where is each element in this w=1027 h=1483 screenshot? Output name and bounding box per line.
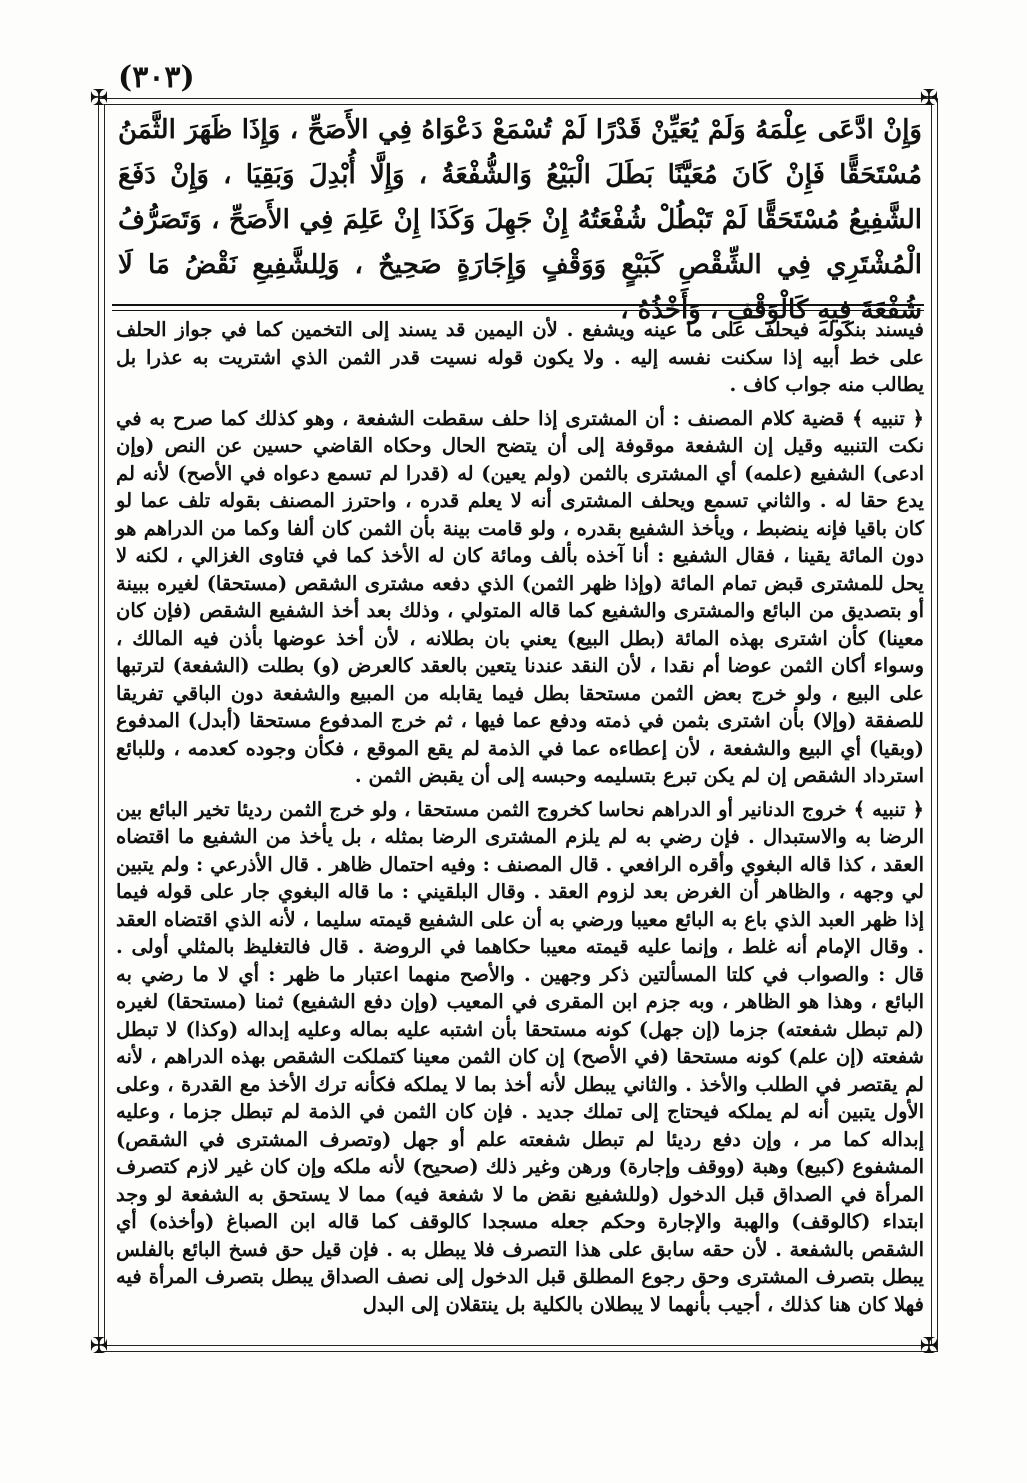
page-number: (٣٠٣)	[118, 60, 195, 95]
commentary-text	[116, 316, 924, 1346]
corner-ornament-icon: ✠	[89, 1334, 109, 1359]
section-divider	[112, 304, 924, 306]
commentary-paragraph: ﴿ تنبيه ﴾ قضية كلام المصنف : أن المشترى إذا حلف سقطت الشفعة ، وهو كذلك كما صرح به في نكت التنبيه وقيل إن الشفعة موقوفة إلى أن يتضح الحال وحكاه القاضي حسين عن النص (وإن ادعى) الشفيع (علمه) أي المشترى بالثمن (ولم يعين) له (قدرا لم تسمع دعواه في الأصح) لأنه لم يدع حقا له . والثاني تسمع ويحلف المشترى أنه لا يعلم قدره ، واحترز المصنف بقوله تلف عما لو كان باقيا فإنه ينضبط ، ويأخذ الشفيع بقدره ، ولو قامت بينة بأن الثمن كان ألفا وكما من الدراهم هو دون المائة يقينا ، فقال الشفيع : أنا آخذه بألف ومائة كان له الأخذ كما في فتاوى الغزالي ، لكنه لا يحل للمشترى قبض تمام المائة (وإذا ظهر الثمن) الذي دفعه مشترى الشقص (مستحقا) لغيره ببينة أو بتصديق من البائع والمشترى والشفيع كما قاله المتولي ، وذلك بعد أخذ الشفيع الشقص (فإن كان معينا) كأن اشترى بهذه المائة (بطل البيع) يعني بان بطلانه ، لأن أخذ عوضها بأذن فيه المالك ، وسواء أكان الثمن عوضا أم نقدا ، لأن النقد عندنا يتعين بالعقد كالعرض (و) بطلت (الشفعة) لترتبها على البيع ، ولو خرج بعض الثمن مستحقا بطل فيما يقابله من المبيع والشفعة دون الباقي تفريقا للصفقة (وإلا) بأن اشترى بثمن في ذمته ودفع عما فيها ، ثم خرج المدفوع مستحقا (أبدل) المدفوع (وبقيا) أي البيع والشفعة ، لأن إعطاءه عما في الذمة لم يقع الموقع ، فكأن وجوده كعدمه ، وللبائع استرداد الشقص إن لم يكن تبرع بتسليمه وحبسه إلى أن يقبض الثمن .	[116, 406, 924, 787]
commentary-paragraph: ﴿ تنبيه ﴾ خروج الدنانير أو الدراهم نحاسا كخروج الثمن مستحقا ، ولو خرج الثمن رديئا تخير البائع بين الرضا به والاستبدال . فإن رضي به لم يلزم المشترى الرضا بمثله ، بل يأخذ من الشفيع ما اقتضاه العقد ، كذا قاله البغوي وأقره الرافعي . قال المصنف : وفيه احتمال ظاهر . قال الأذرعي : ولم يتبين لي وجهه ، والظاهر أن الغرض بعد لزوم العقد . وقال البلقيني : ما قاله البغوي جار على قوله فيما إذا ظهر العبد الذي باع به البائع معيبا ورضي به أن على الشفيع قيمته سليما ، لأنه الذي اقتضاه العقد . وقال الإمام أنه غلط ، وإنما عليه قيمته معيبا حكاهما في الروضة . قال فالتغليظ بالمثلي أولى . قال : والصواب في كلتا المسألتين ذكر وجهين . والأصح منهما اعتبار ما ظهر : أي لا ما رضي به البائع ، وهذا هو الظاهر ، وبه جزم ابن المقرى في المعيب (وإن دفع الشفيع) ثمنا (مستحقا) لغيره (لم تبطل شفعته) جزما (إن جهل) كونه مستحقا بأن اشتبه عليه بماله وعليه إبداله (وكذا) لا تبطل شفعته (إن علم) كونه مستحقا (في الأصح) إن كان الثمن معينا كتملكت الشقص بهذه الدراهم ، لأنه لم يقتصر في الطلب والأخذ . والثاني يبطل لأنه أخذ بما لا يملكه فكأنه ترك الأخذ مع القدرة ، وعلى الأول يتبين أنه لم يملكه فيحتاج إلى تملك جديد . فإن كان الثمن في الذمة لم تبطل جزما ، وعليه إبداله كما مر ، وإن دفع رديئا لم تبطل شفعته علم أو جهل (وتصرف المشترى في الشقص) المشفوع (كبيع) وهبة (ووقف وإجارة) ورهن وغير ذلك (صحيح) لأنه ملكه وإن كان غير لازم كتصرف المرأة في الصداق قبل الدخول (وللشفيع نقض ما لا شفعة فيه) مما لا يستحق به الشفعة لو وجد ابتداء (كالوقف) والهبة والإجارة وحكم جعله مسجدا كالوقف كما قاله ابن الصباغ (وأخذه) أي الشقص بالشفعة . لأن حقه سابق على هذا التصرف فلا يبطل به . فإن قيل حق فسخ البائع بالفلس يبطل بتصرف المشترى وحق رجوع المطلق قبل الدخول إلى نصف الصداق يبطل بتصرف المرأة فيه فهلا كان هنا كذلك ، أجيب بأنهما لا يبطلان بالكلية بل ينتقلان إلى البدل	[116, 797, 924, 1316]
section-divider	[112, 310, 924, 311]
corner-ornament-icon: ✠	[919, 1334, 939, 1359]
corner-ornament-icon: ✠	[89, 86, 109, 111]
commentary-paragraph: فيسند بنكوله فيحلف على ما عينه ويشفع . لأن اليمين قد يسند إلى التخمين كما في جواز الحلف على خط أبيه إذا سكنت نفسه إليه . ولا يكون قوله نسيت قدر الثمن الذي اشتريت به عذرا بل يطالب منه جواب كاف .	[116, 318, 924, 396]
corner-ornament-icon: ✠	[919, 86, 939, 111]
main-text: وَإِنْ ادَّعَى عِلْمَهُ وَلَمْ يُعَيِّنْ قَدْرًا لَمْ تُسْمَعْ دَعْوَاهُ فِي الأَصَحِّ ، وَإِذَا ظَهَرَ الثَّمَنُ مُسْتَحَقًّا فَإِنْ كَانَ مُعَيَّنًا بَطَلَ الْبَيْعُ وَالشُّفْعَةُ ، وَإِلَّا أُبْدِلَ وَبَقِيَا ، وَإِنْ دَفَعَ الشَّفِيعُ مُسْتَحَقًّا لَمْ تَبْطُلْ شُفْعَتُهُ إِنْ جَهِلَ وَكَذَا إِنْ عَلِمَ فِي الأَصَحِّ ، وَتَصَرُّفُ الْمُشْتَرِي فِي الشِّقْصِ كَبَيْعٍ وَوَقْفٍ وَإِجَارَةٍ صَحِيحٌ ، وَلِلشَّفِيعِ نَقْضُ مَا لَا شُفْعَةَ فِيهِ كَالْوَقْفِ ، وَأَخْذُهُ ،	[118, 115, 922, 325]
